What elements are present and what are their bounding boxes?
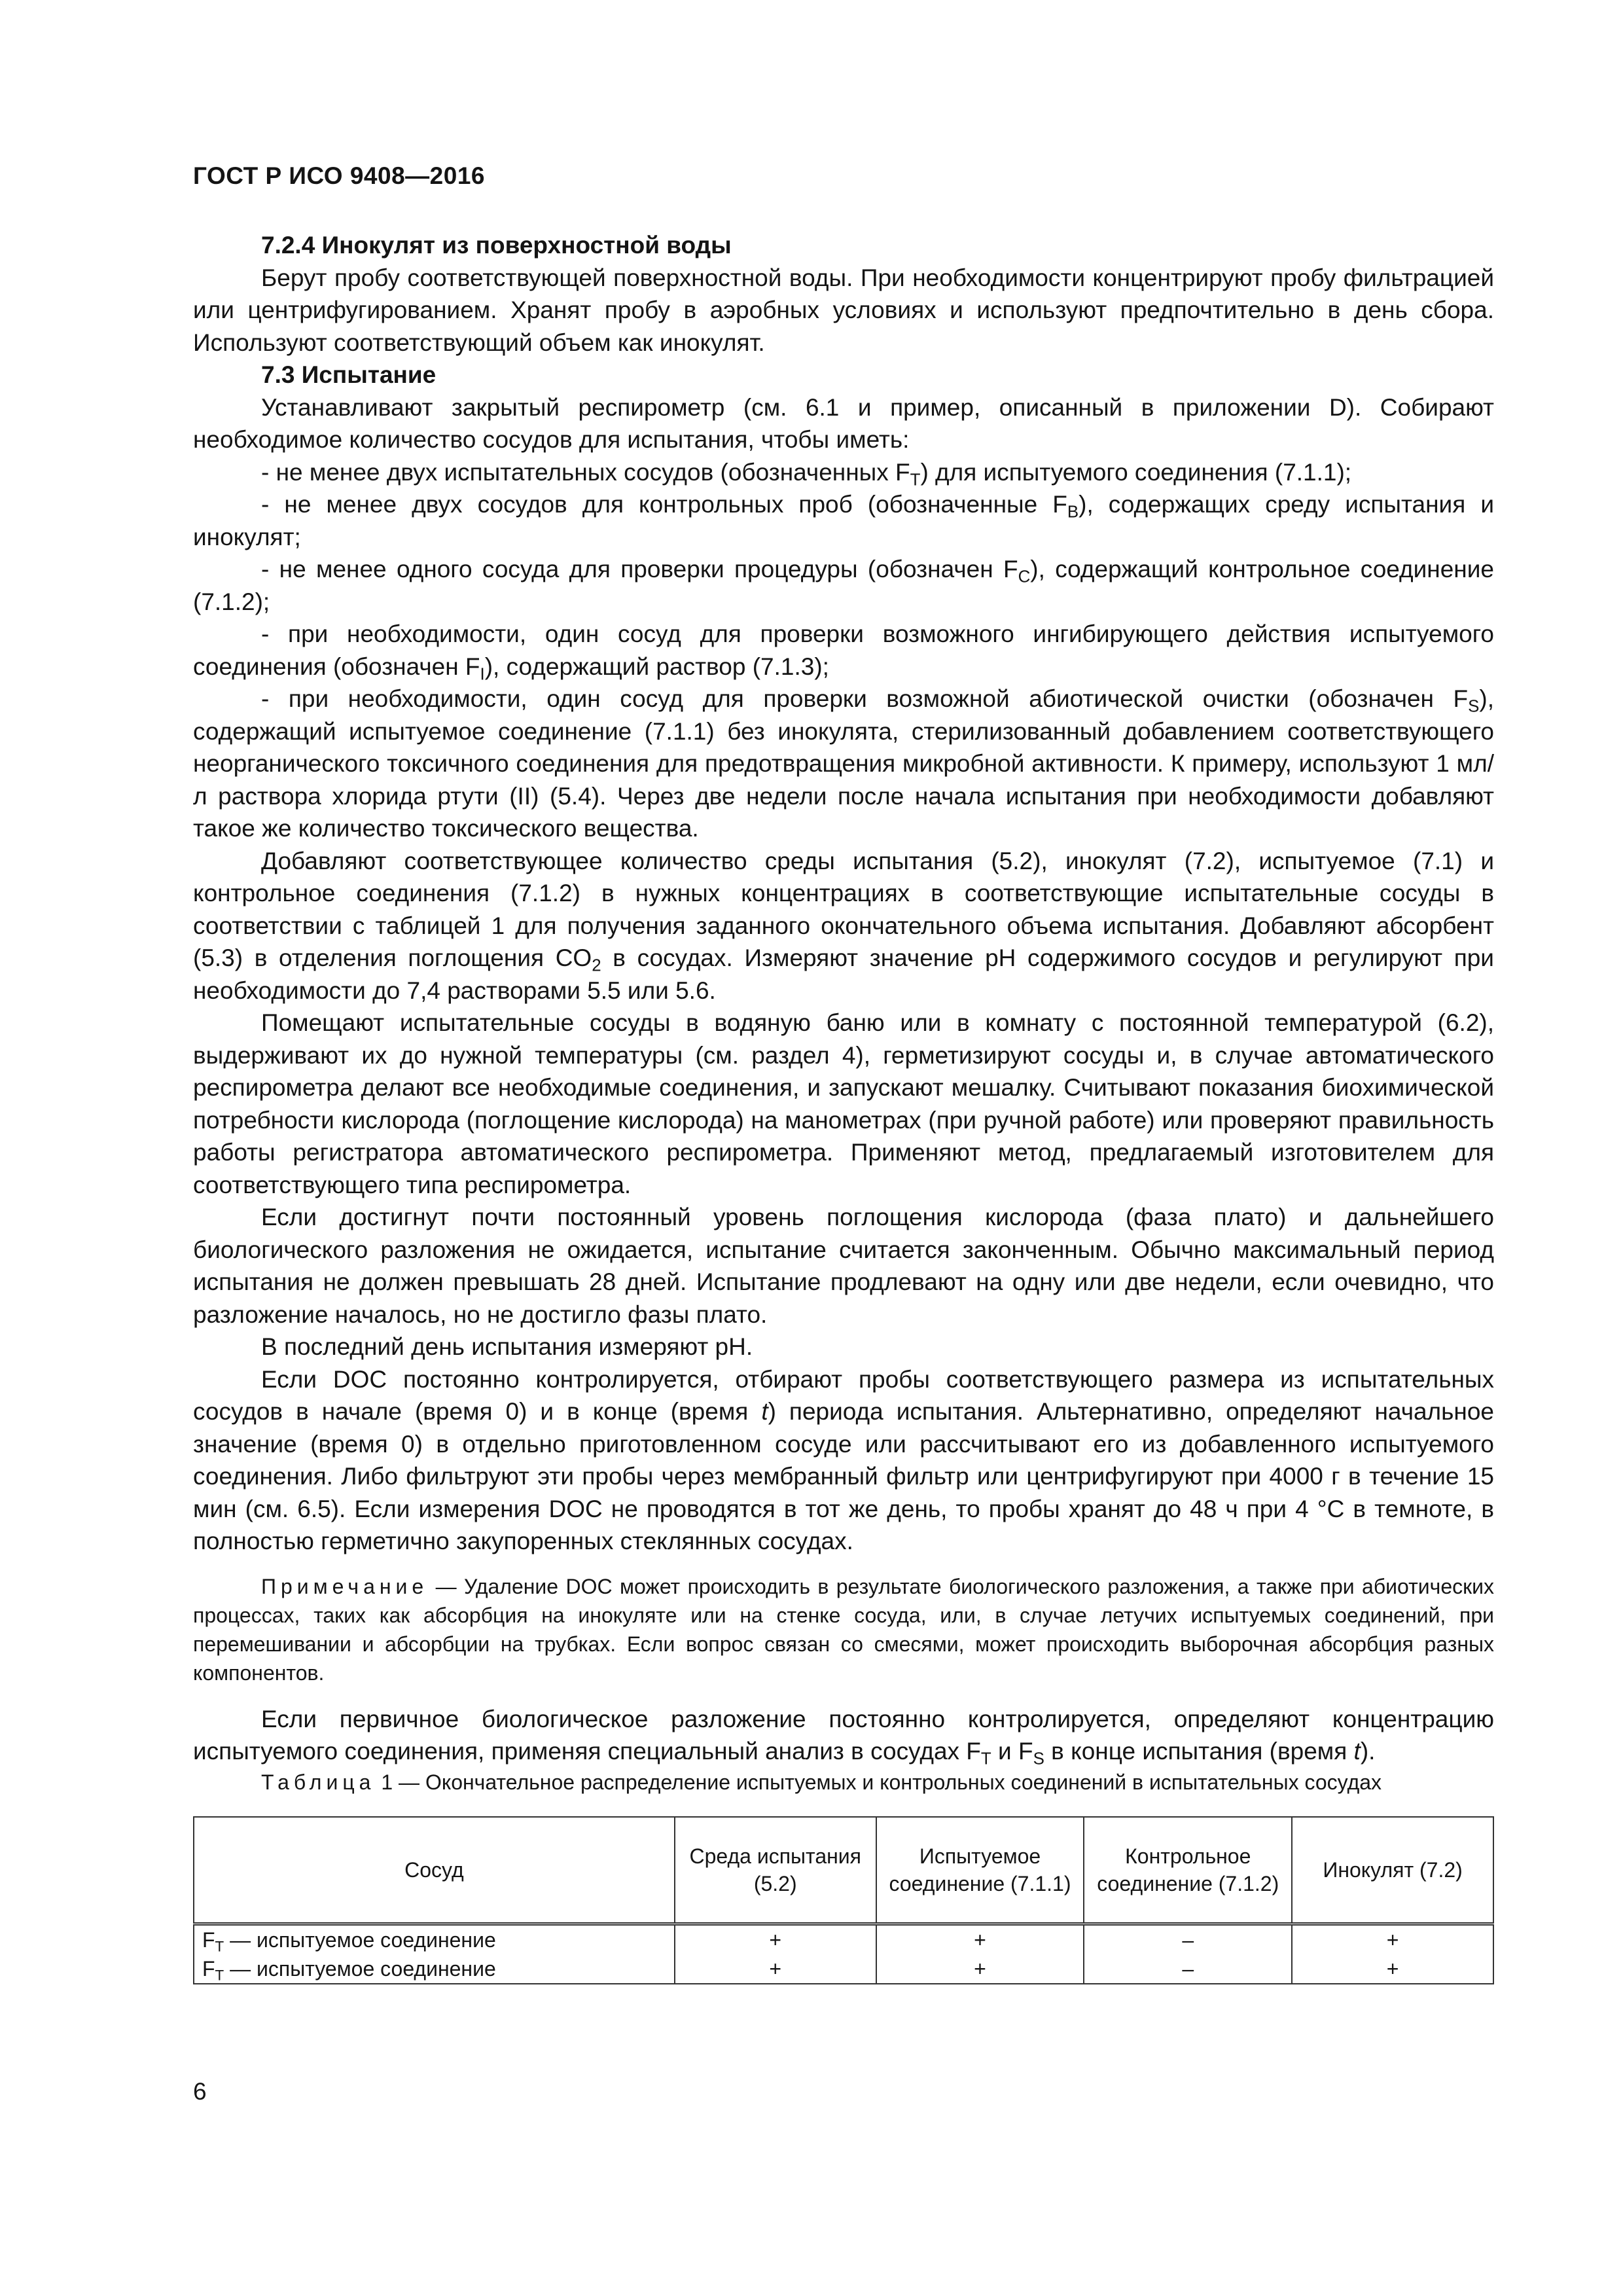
control-substance-cell: – bbox=[1084, 1954, 1292, 1984]
page-number: 6 bbox=[193, 2078, 207, 2105]
paragraph: Берут пробу соответствующей поверхностной воды. При необходимости концентрируют пробу фильтрацией или центрифугированием. Хранят пробу в аэробных условиях и используют предпочтительно в день сбора. Используют соответствующий объем как инокулят. bbox=[193, 264, 1494, 356]
test-substance-cell: + bbox=[876, 1924, 1084, 1954]
column-header-control-substance: Контрольное соединение (7.1.2) bbox=[1084, 1817, 1292, 1924]
table-row bbox=[194, 1924, 1493, 1954]
table-caption: Таблица 1 — Окончательное распределение испытуемых и контрольных соединений в испытательных сосудах bbox=[261, 1770, 1382, 1794]
column-header-vessel: Сосуд bbox=[194, 1817, 675, 1924]
inoculum-cell: + bbox=[1292, 1924, 1493, 1954]
table-row bbox=[194, 1954, 1493, 1984]
note: Примечание — Удаление DOC может происходить в результате биологического разложения, а также при абиотических процессах, таких как абсорбция на инокуляте или на стенке сосуда, или, в случае летучих испытуемых соединений, при перемешивании и абсорбции на трубках. Если вопрос связан со смесями, может происходить выборочная абсорбция разных компонентов. bbox=[193, 1574, 1494, 1685]
list-item: - при необходимости, один сосуд для проверки возможного ингибирующего действия испытуемого соединения (обозначен $F_I$), содержащий раствор (7.1.3); bbox=[193, 620, 1494, 683]
control-substance-cell: – bbox=[1084, 1924, 1292, 1954]
table-1 bbox=[193, 1816, 1494, 1984]
inoculum-cell: + bbox=[1292, 1954, 1493, 1984]
column-header-inoculum: Инокулят (7.2) bbox=[1292, 1817, 1493, 1924]
section-heading-7-3: 7.3 Испытание bbox=[261, 361, 437, 388]
medium-cell: + bbox=[675, 1924, 876, 1954]
paragraph: Устанавливают закрытый респирометр (см. 6.1 и пример, описанный в приложении D). Собирают необходимое количество сосудов для испытания, чтобы иметь: bbox=[193, 393, 1494, 453]
paragraph: Если первичное биологическое разложение постоянно контролируется, определяют концентрацию испытуемого соединения, применяя специальный анализ в сосудах $F_T$ и $F_S$ в конце испытания (время t). bbox=[193, 1705, 1494, 1768]
vessel-cell: $F_T$ — испытуемое соединение bbox=[194, 1954, 675, 1984]
note-label: Примечание bbox=[261, 1574, 429, 1598]
vessel-cell: $F_T$ — испытуемое соединение bbox=[194, 1924, 675, 1954]
list-item: - не менее двух сосудов для контрольных проб (обозначенные $F_B$), содержащих среду испытания и инокулят; bbox=[193, 491, 1494, 550]
paragraph: Добавляют соответствующее количество среды испытания (5.2), инокулят (7.2), испытуемое (7.1) и контрольное соединения (7.1.2) в нужных концентрациях в соответствующие испытательные сосуды в соответствии с таблицей 1 для получения заданного окончательного объема испытания. Добавляют абсорбент (5.3) в отделения поглощения $CO_2$ в сосудах. Измеряют значение pH содержимого сосудов и регулируют при необходимости до 7,4 растворами 5.5 или 5.6. bbox=[193, 847, 1494, 1004]
section-heading-7-2-4: 7.2.4 Инокулят из поверхностной воды bbox=[261, 232, 732, 259]
document-body bbox=[193, 229, 1494, 1984]
list-item: - при необходимости, один сосуд для проверки возможной абиотической очистки (обозначен $F_S$), содержащий испытуемое соединение (7.1.1) без инокулята, стерилизованный добавлением соответствующего неорганического токсичного соединения для предотвращения микробной активности. К примеру, используют 1 мл/л раствора хлорида ртути (II) (5.4). Через две недели после начала испытания при необходимости добавляют такое же количество токсического вещества. bbox=[193, 685, 1494, 842]
list-item: - не менее двух испытательных сосудов (обозначенных $F_T$) для испытуемого соединения (7.1.1); bbox=[261, 458, 1352, 489]
paragraph: Если DOC постоянно контролируется, отбирают пробы соответствующего размера из испытательных сосудов в начале (время 0) и в конце (время t) периода испытания. Альтернативно, определяют начальное значение (время 0) в отдельно приготовленном сосуде или рассчитывают его из добавленного испытуемого соединения. Либо фильтруют эти пробы через мембранный фильтр или центрифугируют при 4000 г в течение 15 мин (см. 6.5). Если измерения DOC не проводятся в тот же день, то пробы хранят до 48 ч при 4 °C в темноте, в полностью герметично закупоренных стеклянных сосудах. bbox=[193, 1365, 1495, 1554]
paragraph: В последний день испытания измеряют pH. bbox=[261, 1333, 753, 1360]
medium-cell: + bbox=[675, 1954, 876, 1984]
paragraph: Если достигнут почти постоянный уровень поглощения кислорода (фаза плато) и дальнейшего биологического разложения не ожидается, испытание считается законченным. Обычно максимальный период испытания не должен превышать 28 дней. Испытание продлевают на одну или две недели, если очевидно, что разложение началось, но не достигло фазы плато. bbox=[193, 1204, 1494, 1328]
paragraph: Помещают испытательные сосуды в водяную баню или в комнату с постоянной температурой (6.2), выдерживают их до нужной температуры (см. раздел 4), герметизируют сосуды и, в случае автоматического респирометра делают все необходимые соединения, и запускают мешалку. Считывают показания биохимической потребности кислорода (поглощение кислорода) на манометрах (при ручной работе) или проверяют правильность работы регистратора автоматического респирометра. Применяют метод, предлагаемый изготовителем для соответствующего типа респирометра. bbox=[193, 1009, 1494, 1198]
column-header-medium: Среда испытания (5.2) bbox=[675, 1817, 876, 1924]
column-header-test-substance: Испытуемое соединение (7.1.1) bbox=[876, 1817, 1084, 1924]
list-item: - не менее одного сосуда для проверки процедуры (обозначен $F_C$), содержащий контрольное соединение (7.1.2); bbox=[193, 556, 1494, 615]
document-header: ГОСТ Р ИСО 9408—2016 bbox=[193, 162, 485, 189]
test-substance-cell: + bbox=[876, 1954, 1084, 1984]
